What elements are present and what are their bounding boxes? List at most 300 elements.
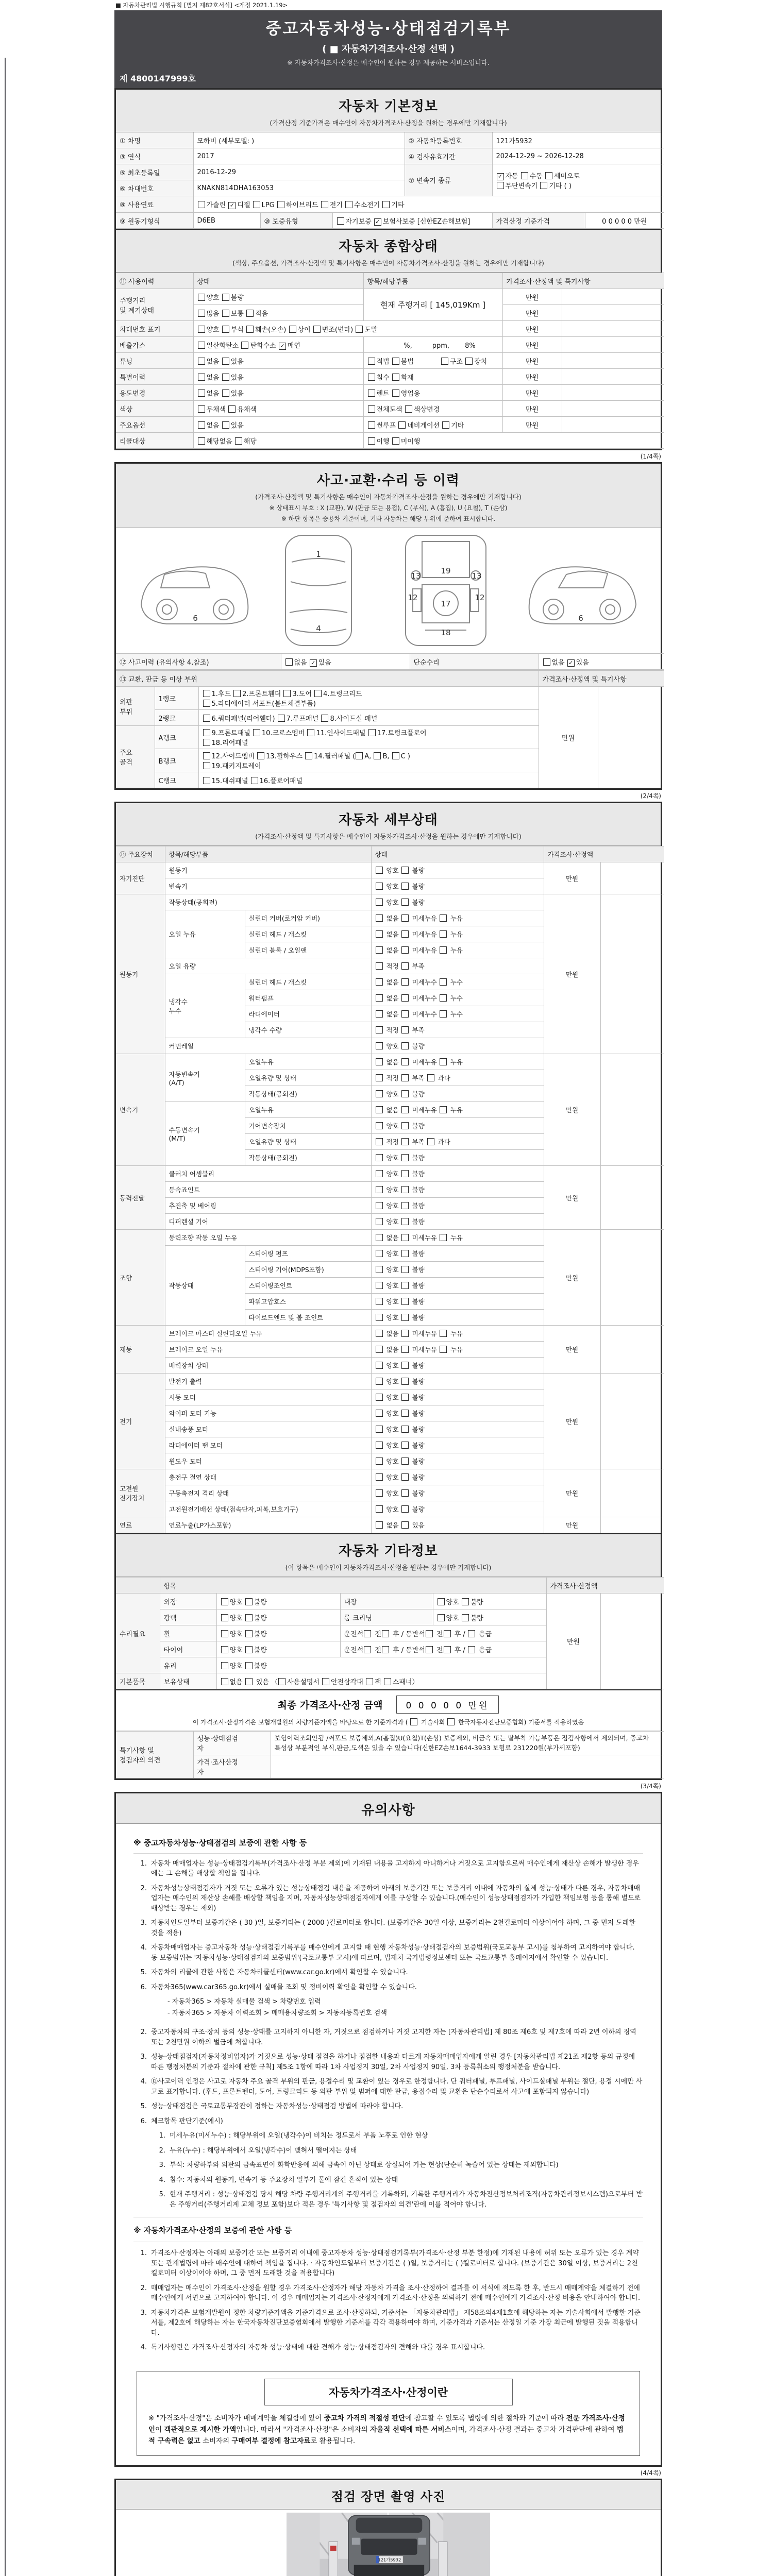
detail-table xyxy=(116,846,661,1533)
cell xyxy=(562,401,664,417)
paragraph-segment: 전문 가격조사·산정인 xyxy=(148,2414,625,2434)
cell: 고전원전기배선 상태(접속단자,피복,보호기구) xyxy=(165,1501,371,1517)
fuel-value: 가솔린 ✓ 디젤 LPG 하이브리드 전기 수소전기 기타 xyxy=(193,196,664,212)
checkbox xyxy=(376,1378,383,1385)
checkbox xyxy=(401,899,409,906)
checkbox xyxy=(401,1106,409,1113)
cell: 광택 xyxy=(160,1609,216,1625)
cell: 실린더 헤드 / 개스킷 xyxy=(245,926,371,942)
cell: 없음 있음 xyxy=(193,369,363,385)
checkbox xyxy=(376,1202,383,1209)
cell: 양호 불량 xyxy=(216,1641,340,1657)
block-basic-comprehensive xyxy=(114,88,662,450)
checkbox xyxy=(251,777,258,784)
document-note: ※ 자동차가격조사·산정은 매수인이 원하는 경우 제공하는 서비스입니다. xyxy=(287,59,490,66)
cell: 운전석 전 후 / 동반석 전 후 / 응급 xyxy=(340,1641,546,1657)
cell: 양호 불량 xyxy=(216,1609,340,1625)
checkbox xyxy=(376,1394,383,1401)
accident-note1: ※ 상태표시 부호 : X (교환), W (판금 또는 용접), C (부식), A (흠집), U (요철), T (손상) xyxy=(269,504,508,512)
cell: 양호 불량 xyxy=(371,1262,544,1278)
checkbox xyxy=(426,1630,433,1637)
cell: 변속기 xyxy=(165,878,371,894)
cell: 양호 불량 xyxy=(371,1469,544,1485)
diagram-part-number: 6 xyxy=(192,614,198,623)
cell: 양호 불량 xyxy=(371,1501,544,1517)
checkbox xyxy=(203,690,210,697)
cell: 양호 불량 xyxy=(371,1453,544,1469)
cell: ⑪ 사용이력 xyxy=(116,273,193,289)
cell: 원동기 xyxy=(165,862,371,878)
sheet-edge-line xyxy=(5,58,6,2576)
checkbox xyxy=(221,1662,228,1669)
cell xyxy=(562,385,664,401)
checkbox xyxy=(401,1314,409,1321)
cell: 1.후드 2.프론트휀더 3.도어 4.트렁크리드 5.라디에이터 서포트(볼트체결부품) xyxy=(198,687,539,710)
checkbox xyxy=(235,437,242,445)
notice-item: 6. 체크항목 판단기준(예시) xyxy=(140,2117,223,2125)
basic-info-subtitle: (가격산정 기준가격은 매수인이 자동차가격조사·산정을 원하는 경우에만 기재합니다) xyxy=(270,119,507,127)
cell: 항목/해당부품 xyxy=(165,846,371,862)
cell: 없음 있음 xyxy=(193,417,363,433)
checkbox xyxy=(376,1250,383,1257)
checkbox xyxy=(376,930,383,938)
checkbox xyxy=(203,762,210,769)
checkbox xyxy=(382,1630,389,1637)
checkbox xyxy=(497,182,504,189)
cell: 양호 불량 xyxy=(433,1594,546,1609)
cell: 고전원 전기장치 xyxy=(116,1469,165,1517)
paragraph-segment: 에 참고할 수 있도록 법령에 의한 절차와 기준에 따라 xyxy=(405,2414,566,2422)
checkbox xyxy=(401,1250,409,1257)
checkbox-checked: ✓ xyxy=(374,218,381,226)
checkbox xyxy=(376,1138,383,1145)
cell: 6.쿼터패널(리어휀다) 7.루프패널 8.사이드실 패널 xyxy=(198,710,539,726)
cell xyxy=(600,1374,664,1469)
checkbox xyxy=(382,201,390,208)
cell: 튜닝 xyxy=(116,353,193,369)
cell: 만원 xyxy=(544,1469,600,1517)
engine-type-value: D6EB xyxy=(193,213,260,229)
checkbox xyxy=(321,201,328,208)
notice-body xyxy=(116,1824,661,2363)
cell: 주요 골격 xyxy=(116,726,155,788)
checkbox xyxy=(364,1630,371,1637)
checkbox xyxy=(401,1170,409,1177)
cell: 양호 불량 xyxy=(216,1625,340,1641)
warranty-label: ⑩ 보증유형 xyxy=(260,213,332,229)
checkbox xyxy=(427,1138,434,1145)
checkbox xyxy=(221,1678,228,1685)
cell: 없음 있음 xyxy=(193,353,363,369)
cell: 냉각수 수량 xyxy=(245,1022,371,1038)
cell: 1랭크 xyxy=(155,687,198,710)
checkbox xyxy=(245,1598,253,1605)
cell: 적정 부족 xyxy=(371,958,544,974)
notice-bullet: - 자동차365 > 자동차 실매물 검색 > 차량번호 입력 xyxy=(167,1998,321,2006)
first-reg-value: 2016-12-29 xyxy=(193,164,405,180)
cell: 적법 불법 구조 장치 xyxy=(363,353,502,369)
cell: 양호 불량 xyxy=(371,894,544,910)
checkbox xyxy=(401,1282,409,1289)
checkbox xyxy=(376,1410,383,1417)
checkbox xyxy=(401,930,409,938)
checkbox xyxy=(401,1346,409,1353)
diagram-part-number: 13 xyxy=(410,571,421,581)
cell: 라디에이터 팬 모터 xyxy=(165,1437,371,1453)
cell: 양호 불량 xyxy=(216,1657,546,1673)
notice-item: 4. 자동차매매업자는 중고자동차 성능·상태점검기록부를 매수인에게 고지할 때 현행 자동차성능·상태점검자의 보증범위(국토교통부 고시)를 첨부하여 고지하여야 합니다. 동 보증범위는 '자동차성능·상태점검자의 보증범위'(국토교통부 고시)에 따르며, 법제처 국가법령정보센터 또는 국토교통부 홈페이지에서 확인할 수 있습니다. xyxy=(140,1944,635,1962)
cell: 클러치 어셈블리 xyxy=(165,1166,371,1182)
cell: ⑬ 교환, 판금 등 이상 부위 xyxy=(116,671,539,687)
checkbox xyxy=(401,1378,409,1385)
cell: 휠 xyxy=(160,1625,216,1641)
checkbox xyxy=(401,1074,409,1081)
cell: 작동상태(공회전) xyxy=(245,1086,371,1102)
notice-item: 3. 자동차가격은 보험개발원이 정한 차량기준가액을 기준가격으로 조사·산정하되, 기준서는 「자동차관리법」 제58조의4제1호에 해당하는 자는 기술사회에서 발행한 기준서를, 제2호에 해당하는 자는 한국자동차진단보증협회에서 발행한 기준서를 각각 적용하여야 하며, 기준가격과 기준서는 산정일 기준 가장 최근에 발행된 것을 적용합니다. xyxy=(140,2309,641,2337)
notice-item: 5. 자동차의 리콜에 관한 사항은 자동차리콜센터(www.car.go.kr)에서 확인할 수 있습니다. xyxy=(140,1969,408,1977)
cell: 9.프론트패널 10.크로스멤버 11.인사이드패널 17.트렁크플로어 18.리어패널 xyxy=(198,726,539,749)
accident-title: 사고·교환·수리 등 이력 xyxy=(317,473,460,488)
paragraph-segment: 이 xyxy=(155,2426,164,2434)
cell: 양호 불량 xyxy=(371,1166,544,1182)
cell: 양호 불량 xyxy=(371,1485,544,1501)
checkbox xyxy=(245,1614,253,1621)
accident-history-table xyxy=(116,653,661,670)
cell: 등속죠인트 xyxy=(165,1182,371,1198)
checkbox xyxy=(401,1521,409,1529)
checkbox xyxy=(376,978,383,986)
notice-item: 2. 매매업자는 매수인이 가격조사·산정을 원할 경우 가격조사·산정자가 해당 자동차 가격을 조사·산정하여 결과를 이 서식에 적도록 한 후, 반드시 매매계약을 체결하기 전에 매수인에게 서면으로 고지하여야 합니다. 이 경우 매매업자는 가격조사·산정자에게 가격조사·산정을 의뢰하기 전에 매수인에게 가격조사·산정 비용을 안내하여야 합니다. xyxy=(140,2284,641,2302)
checkbox xyxy=(376,1122,383,1129)
cell: 파워고압호스 xyxy=(245,1294,371,1310)
other-section-header xyxy=(116,1533,661,1577)
cell xyxy=(562,369,664,385)
checkbox xyxy=(203,729,210,736)
checkbox xyxy=(401,1122,409,1129)
cell: 실린더 블록 / 오일팬 xyxy=(245,942,371,958)
checkbox xyxy=(376,1058,383,1065)
diagram-part-number: 18 xyxy=(440,628,451,637)
cell: 없음 미세누유 누유 xyxy=(371,1102,544,1118)
cell: 항목 xyxy=(160,1578,546,1594)
cell: 가격조사·산정액 및 특기사항 xyxy=(539,671,664,687)
checkbox xyxy=(322,1678,329,1685)
checkbox xyxy=(440,1330,447,1337)
cell: 양호 불량 xyxy=(371,878,544,894)
checkbox xyxy=(465,358,473,365)
cell: 연료누출(LP가스포함) xyxy=(165,1517,371,1533)
checkbox xyxy=(228,405,236,413)
checkbox xyxy=(392,437,399,445)
checkbox xyxy=(285,658,293,666)
cell: 양호 불량 xyxy=(433,1609,546,1625)
diagram-part-number: 19 xyxy=(440,566,451,575)
checkbox xyxy=(277,201,284,208)
checkbox xyxy=(401,1010,409,1018)
cell: A랭크 xyxy=(155,726,198,749)
checkbox xyxy=(392,752,399,759)
cell: 양호 불량 xyxy=(371,1278,544,1294)
cell: 만원 xyxy=(502,369,562,385)
paragraph-segment: 중고차 가격의 적절성 판단 xyxy=(324,2414,406,2422)
diagram-part-number: 17 xyxy=(440,599,451,608)
checkbox xyxy=(447,1718,455,1725)
cell: 가격조사·산정액 및 특기사항 xyxy=(502,273,664,289)
cell: 오일유량 및 상태 xyxy=(245,1070,371,1086)
car-damage-diagram xyxy=(116,528,661,653)
opinions-table xyxy=(116,1731,661,1778)
checkbox xyxy=(376,1362,383,1369)
cell: 스티어링 펌프 xyxy=(245,1246,371,1262)
cell: 변속기 xyxy=(116,1054,165,1166)
diagram-part-number: 12 xyxy=(407,593,418,602)
checkbox xyxy=(221,1630,228,1637)
cell: 시동 모터 xyxy=(165,1389,371,1405)
cell: 양호 불량 xyxy=(371,1310,544,1326)
first-reg-label: ⑤ 최초등록일 xyxy=(116,164,193,180)
price-appraisal-info-box xyxy=(137,2371,640,2456)
photos-title: 점검 장면 촬영 사진 xyxy=(331,2489,446,2504)
checkbox xyxy=(376,994,383,1002)
detail-subtitle: (가격조사·산정액 및 특기사항은 매수인이 자동차가격조사·산정을 원하는 경우에만 기재합니다) xyxy=(255,833,522,840)
cell: 없음 미세누유 누유 xyxy=(371,926,544,942)
cell xyxy=(116,1578,160,1594)
accident-section-header xyxy=(116,464,661,528)
checkbox xyxy=(376,1489,383,1497)
checkbox xyxy=(376,1298,383,1305)
checkbox xyxy=(468,1630,475,1637)
cell: 특기사항 및 점검자의 의견 xyxy=(116,1732,193,1778)
cell xyxy=(600,1594,664,1689)
checkbox xyxy=(376,1442,383,1449)
vin-label: ⑥ 차대번호 xyxy=(116,180,193,196)
detail-title: 자동차 세부상태 xyxy=(339,812,438,828)
paragraph-segment: 이며, 가격조사·산정 결과는 중고차 가격판단에 관하여 xyxy=(451,2426,617,2434)
diagram-part-number: 12 xyxy=(474,593,485,602)
checkbox xyxy=(198,294,205,301)
cell: 동력전달 xyxy=(116,1166,165,1230)
cell: 만원 xyxy=(502,385,562,401)
checkbox xyxy=(401,1442,409,1449)
checkbox xyxy=(376,899,383,906)
paragraph-segment: 법적 구속력은 없고 xyxy=(148,2426,624,2446)
price-appraisal-box-title: 자동차가격조사·산정이란 xyxy=(264,2379,513,2405)
checkbox xyxy=(401,978,409,986)
cell xyxy=(600,862,664,894)
paragraph-segment: 로 활용됩니다. xyxy=(310,2437,356,2446)
checkbox xyxy=(440,1010,447,1018)
cell: 적정 부족 과다 xyxy=(371,1070,544,1086)
paragraph-segment: ※ "가격조사·산정"은 소비자가 매매계약을 체결함에 있어 xyxy=(148,2414,324,2422)
cell: 만원 xyxy=(502,337,562,353)
cell: 양호 불량 xyxy=(371,862,544,878)
cell: 적정 부족 과다 xyxy=(371,1134,544,1150)
cell: 가격조사·산정액 xyxy=(544,846,664,862)
cell: 양호 불량 xyxy=(371,1374,544,1389)
cell: 양호 불량 xyxy=(371,1182,544,1198)
cell: 브레이크 오일 누유 xyxy=(165,1342,371,1358)
block-notice xyxy=(114,1792,662,2467)
checkbox xyxy=(245,1678,253,1685)
document-title: 중고자동차성능·상태점검기록부 xyxy=(265,20,511,38)
notice-item: 4. 침수: 자동차의 원동기, 변속기 등 주요장치 일부가 물에 잠긴 흔적이 있는 상태 xyxy=(159,2176,398,2184)
checkbox xyxy=(198,326,205,333)
checkbox xyxy=(462,1614,469,1621)
notice-item: 3. 부식: 차량하부와 외판의 금속표면이 화학반응에 의해 금속이 아닌 상태로 상실되어 가는 현상(단순히 녹슬어 있는 상태는 제외합니다) xyxy=(159,2161,559,2170)
checkbox xyxy=(392,358,399,365)
cell xyxy=(598,687,664,788)
checkbox xyxy=(198,358,205,365)
comprehensive-table xyxy=(116,273,661,449)
cell: 없음 미세누수 누수 xyxy=(371,1006,544,1022)
cell xyxy=(562,417,664,433)
checkbox xyxy=(246,310,254,317)
cell: 룸 크리닝 xyxy=(340,1609,433,1625)
checkbox xyxy=(376,1186,383,1193)
cell: 12.사이드멤버 13.휠하우스 14.필러패널 ( A, B, C ) 19.패키지트레이 xyxy=(198,749,539,772)
cell: ⑫ 사고이력 (유의사항 4.참조) xyxy=(116,654,281,670)
checkbox xyxy=(356,326,363,333)
accident-ranks-table xyxy=(116,670,661,788)
checkbox xyxy=(401,1426,409,1433)
base-price-label: 가격산정 기준가격 xyxy=(492,213,585,229)
cell: 양호 불량 xyxy=(371,1214,544,1230)
suv-front-under xyxy=(348,2515,430,2576)
cell: 만원 xyxy=(502,417,562,433)
checkbox xyxy=(198,389,205,397)
checkbox xyxy=(521,172,528,179)
cell: 타이어 xyxy=(160,1641,216,1657)
checkbox xyxy=(401,962,409,970)
notice-item: 5. 현재 주행거리 : 성능·상태점검 당시 해당 차량 주행거리계의 주행거리를 기록하되, 기록한 주행거리가 자동차전산정보처리조직(자동차관리정보시스템)으로부터 받은 주행거리(주행거리계 교체 정보 포함)보다 적은 경우 '특기사항 및 점검자의 의견'란에 이를 적어야 합니다. xyxy=(159,2191,643,2209)
cell: 적정 부족 xyxy=(371,1022,544,1038)
checkbox xyxy=(440,994,447,1002)
notice-item: 1. 가격조사·산정자는 아래의 보증기간 또는 보증거리 이내에 중고자동차 성능·상태점검기록부(가격조사·산정 부분 한정)에 기재된 내용에 허위 또는 오류가 있는 경우 계약 또는 관계법령에 따라 매수인에 대하여 책임을 집니다. · 자동차인도일부터 보증기간은 ( )일, 보증거리는 ( )킬로미터로 합니다. (보증기간은 30일 이상, 보증거리는 2천킬로미터 이상이어야 하며, 그 중 먼저 도래한 것을 적용합니다) xyxy=(140,2249,639,2278)
cell: 특별이력 xyxy=(116,369,193,385)
checkbox xyxy=(376,1282,383,1289)
paragraph-segment: 구매여부 결정에 참고자료 xyxy=(231,2437,311,2446)
checkbox xyxy=(221,1614,228,1621)
cell: 제동 xyxy=(116,1326,165,1374)
checkbox xyxy=(401,1362,409,1369)
other-title: 자동차 기타정보 xyxy=(339,1544,438,1559)
checkbox xyxy=(198,310,205,317)
checkbox xyxy=(203,715,210,722)
cell: 작동상태 xyxy=(165,1246,245,1326)
cell: 오일누유 xyxy=(245,1102,371,1118)
cell: 없음 미세누유 누유 xyxy=(371,910,544,926)
checkbox xyxy=(427,1074,434,1081)
checkbox xyxy=(356,752,363,759)
checkbox xyxy=(376,1218,383,1225)
checkbox xyxy=(401,883,409,890)
mileage-cell: 현재 주행거리 [ 145,019Km ] xyxy=(363,289,502,321)
checkbox xyxy=(392,389,399,397)
checkbox-checked: ✓ xyxy=(279,343,286,350)
cell: 동력조향 작동 오일 누유 xyxy=(165,1230,371,1246)
cell: 양호 불량 xyxy=(193,289,363,305)
cell: 배출가스 xyxy=(116,337,193,353)
checkbox xyxy=(198,437,205,445)
checkbox xyxy=(440,978,447,986)
cell: 썬루프 네비게이션 기타 xyxy=(363,417,502,433)
checkbox xyxy=(376,1458,383,1465)
checkbox xyxy=(401,1138,409,1145)
cell: 렌트 영업용 xyxy=(363,385,502,401)
checkbox xyxy=(376,1106,383,1113)
cell: 추진축 및 베어링 xyxy=(165,1198,371,1214)
cell: 스티어링조인트 xyxy=(245,1278,371,1294)
cell: 오일누유 xyxy=(245,1054,371,1070)
cell: 외판 부위 xyxy=(116,687,155,726)
cell: 타이로드엔드 및 볼 조인트 xyxy=(245,1310,371,1326)
checkbox xyxy=(278,1678,285,1685)
checkbox xyxy=(376,946,383,954)
checkbox xyxy=(368,729,376,736)
checkbox xyxy=(376,1473,383,1481)
cell: 없음 있음 xyxy=(371,1517,544,1533)
simple-repair-state: 없음 ✓ 있음 xyxy=(539,654,664,670)
valid-label: ④ 검사유효기간 xyxy=(405,148,492,164)
checkbox xyxy=(257,752,264,759)
notice-item: 1. 자동차 매매업자는 성능·상태점검기록부(가격조사·산정 부분 제외)에 기재된 내용을 고지하지 아니하거나 거짓으로 고지함으로써 매수인에게 재산상 손해가 발생한 경우에는 그 손해를 배상할 책임을 집니다. xyxy=(140,1859,639,1878)
cell xyxy=(562,353,664,369)
checkbox xyxy=(401,1458,409,1465)
checkbox xyxy=(368,358,375,365)
checkbox xyxy=(401,867,409,874)
checkbox xyxy=(401,1505,409,1513)
cell: 일산화탄소 탄화수소 ✓ 매연 xyxy=(193,337,363,353)
cell xyxy=(600,1054,664,1166)
cell: 만원 xyxy=(502,401,562,417)
cell: 양호 불량 xyxy=(371,1437,544,1453)
checkbox xyxy=(401,1042,409,1049)
cell: 원동기 xyxy=(116,894,165,1054)
cell: 주행거리 및 계기상태 xyxy=(116,289,193,321)
cell xyxy=(600,1469,664,1517)
cell: 양호 불량 xyxy=(216,1594,340,1609)
cell: 작동상태(공회전) xyxy=(165,894,371,910)
inspection-photo-1 xyxy=(116,2510,661,2576)
checkbox xyxy=(376,1234,383,1241)
photos-section-header xyxy=(116,2480,661,2510)
paragraph-segment: 소비자의 xyxy=(200,2437,232,2446)
cell: 항목/해당부품 xyxy=(363,273,502,289)
checkbox xyxy=(198,405,205,413)
checkbox xyxy=(401,1394,409,1401)
checkbox xyxy=(368,389,375,397)
cell: 양호 불량 xyxy=(371,1358,544,1374)
year-label: ③ 연식 xyxy=(116,148,193,164)
lift-post-right xyxy=(438,2541,447,2576)
cell xyxy=(562,305,664,321)
cell: 양호 불량 xyxy=(371,1421,544,1437)
checkbox xyxy=(398,421,406,429)
checkbox xyxy=(401,1410,409,1417)
notice-list-1 xyxy=(133,1859,643,2019)
block-photos-sign xyxy=(114,2479,662,2576)
checkbox xyxy=(245,1662,253,1669)
photo-front-under-view xyxy=(284,2513,493,2576)
cell: 15.대쉬패널 16.플로어패널 xyxy=(198,772,539,788)
checkbox-checked: ✓ xyxy=(228,202,236,209)
notice-item: 2. 중고자동차의 구조·장치 등의 성능·상태를 고지하지 아니한 자, 거짓으로 점검하거나 거짓 고지한 자는 [자동차관리법] 제 80조 제6호 및 제7호에 따라 2년 이하의 징역 또는 2천만원 이하의 벌금에 처합니다. xyxy=(140,2028,636,2046)
checkbox xyxy=(283,690,291,697)
checkbox xyxy=(376,1346,383,1353)
cell: 양호 불량 xyxy=(371,1246,544,1262)
checkbox xyxy=(382,1646,389,1653)
checkbox xyxy=(401,1090,409,1097)
